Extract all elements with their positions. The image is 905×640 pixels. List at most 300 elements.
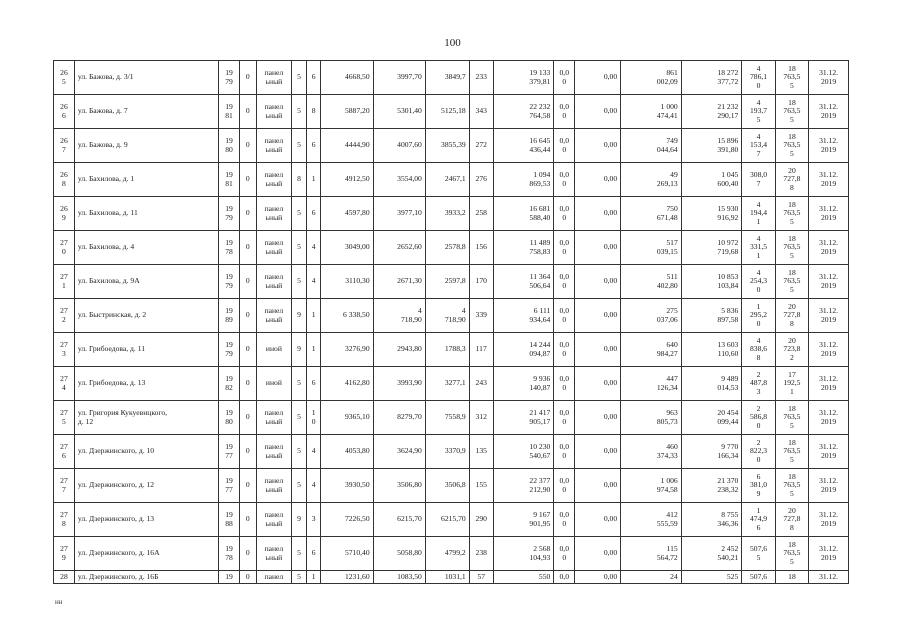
cell-row-number: 27 6 xyxy=(54,435,75,469)
cell-total-area: 4053,80 xyxy=(321,435,373,469)
cell-residential-area: 3624,90 xyxy=(373,435,425,469)
cell-residents: 272 xyxy=(469,129,493,163)
cell-completion-date: 31.12. 2019 xyxy=(809,299,849,333)
cell-construction-year: 19 79 xyxy=(219,333,240,367)
cell-commissioning-year: 0 xyxy=(239,163,256,197)
cell-completion-date: 31.12. 2019 xyxy=(809,231,849,265)
cell-regional-funds: 0,00 xyxy=(575,231,621,265)
cell-completion-date: 31.12. 2019 xyxy=(809,469,849,503)
cell-commissioning-year: 0 xyxy=(239,469,256,503)
cell-owned-area: 2597,8 xyxy=(425,265,469,299)
cell-municipal-funds: 511 402,80 xyxy=(621,265,682,299)
cell-residential-area: 5301,40 xyxy=(373,95,425,129)
table-row xyxy=(54,129,849,163)
cell-max-unit-cost: 18 763,5 5 xyxy=(775,265,808,299)
cell-unit-cost: 1 474,9 6 xyxy=(742,503,775,537)
cell-max-unit-cost: 18 763,5 5 xyxy=(775,469,808,503)
cell-regional-funds: 0,00 xyxy=(575,299,621,333)
table-row xyxy=(54,571,849,584)
cell-residential-area: 3993,90 xyxy=(373,367,425,401)
cell-residential-area: 2652,60 xyxy=(373,231,425,265)
cell-residents: 233 xyxy=(469,61,493,95)
cell-residents: 155 xyxy=(469,469,493,503)
cell-owner-funds: 15 930 916,92 xyxy=(681,197,742,231)
cell-commissioning-year: 0 xyxy=(239,129,256,163)
footer-mark: нн xyxy=(55,598,63,606)
cell-residents: 258 xyxy=(469,197,493,231)
cell-wall-material: панел ьный xyxy=(256,469,292,503)
cell-regional-funds: 0,00 xyxy=(575,333,621,367)
cell-total-area: 3930,50 xyxy=(321,469,373,503)
cell-commissioning-year: 0 xyxy=(239,231,256,265)
cell-entrances: 3 xyxy=(306,503,321,537)
cell-total-cost: 9 167 901,95 xyxy=(493,503,554,537)
cell-row-number: 27 8 xyxy=(54,503,75,537)
cell-entrances: 4 xyxy=(306,265,321,299)
cell-residential-area: 4 718,90 xyxy=(373,299,425,333)
cell-total-cost: 1 094 869,53 xyxy=(493,163,554,197)
cell-commissioning-year: 0 xyxy=(239,571,256,584)
cell-residential-area: 8279,70 xyxy=(373,401,425,435)
cell-owner-funds: 525 xyxy=(681,571,742,584)
cell-federal-funds: 0,0 0 xyxy=(554,299,575,333)
cell-residential-area: 3506,80 xyxy=(373,469,425,503)
cell-total-cost: 550 xyxy=(493,571,554,584)
cell-entrances: 1 xyxy=(306,571,321,584)
cell-max-unit-cost: 18 xyxy=(775,571,808,584)
cell-municipal-funds: 749 044,64 xyxy=(621,129,682,163)
cell-municipal-funds: 115 564,72 xyxy=(621,537,682,571)
cell-construction-year: 19 79 xyxy=(219,265,240,299)
cell-federal-funds: 0,0 0 xyxy=(554,435,575,469)
cell-construction-year: 19 89 xyxy=(219,299,240,333)
cell-construction-year: 19 xyxy=(219,571,240,584)
cell-completion-date: 31.12. 2019 xyxy=(809,367,849,401)
cell-row-number: 26 8 xyxy=(54,163,75,197)
cell-max-unit-cost: 20 723,8 2 xyxy=(775,333,808,367)
cell-total-cost: 11 489 758,83 xyxy=(493,231,554,265)
cell-unit-cost: 2 586,8 0 xyxy=(742,401,775,435)
cell-unit-cost: 2 822,3 0 xyxy=(742,435,775,469)
cell-floors: 5 xyxy=(292,367,307,401)
cell-owner-funds: 18 272 377,72 xyxy=(681,61,742,95)
cell-row-number: 26 6 xyxy=(54,95,75,129)
cell-commissioning-year: 0 xyxy=(239,61,256,95)
cell-total-cost: 6 111 934,64 xyxy=(493,299,554,333)
cell-completion-date: 31.12. 2019 xyxy=(809,61,849,95)
cell-owner-funds: 8 755 346,36 xyxy=(681,503,742,537)
cell-floors: 5 xyxy=(292,469,307,503)
cell-unit-cost: 2 487,8 3 xyxy=(742,367,775,401)
cell-wall-material: панел ьный xyxy=(256,401,292,435)
cell-residents: 290 xyxy=(469,503,493,537)
cell-row-number: 27 3 xyxy=(54,333,75,367)
cell-max-unit-cost: 18 763,5 5 xyxy=(775,129,808,163)
cell-total-cost: 19 133 379,81 xyxy=(493,61,554,95)
cell-floors: 9 xyxy=(292,333,307,367)
cell-floors: 5 xyxy=(292,435,307,469)
cell-federal-funds: 0,0 0 xyxy=(554,503,575,537)
cell-residents: 312 xyxy=(469,401,493,435)
cell-entrances: 6 xyxy=(306,197,321,231)
cell-commissioning-year: 0 xyxy=(239,95,256,129)
cell-wall-material: панел ьный xyxy=(256,197,292,231)
cell-municipal-funds: 750 671,48 xyxy=(621,197,682,231)
cell-municipal-funds: 460 374,33 xyxy=(621,435,682,469)
cell-regional-funds: 0,00 xyxy=(575,469,621,503)
cell-row-number: 27 9 xyxy=(54,537,75,571)
cell-completion-date: 31.12. 2019 xyxy=(809,265,849,299)
cell-wall-material: панел xyxy=(256,571,292,584)
cell-completion-date: 31.12. 2019 xyxy=(809,333,849,367)
cell-row-number: 27 1 xyxy=(54,265,75,299)
cell-max-unit-cost: 20 727,8 8 xyxy=(775,163,808,197)
cell-completion-date: 31.12. 2019 xyxy=(809,163,849,197)
cell-total-area: 5710,40 xyxy=(321,537,373,571)
cell-wall-material: панел ьный xyxy=(256,503,292,537)
cell-federal-funds: 0,0 0 xyxy=(554,469,575,503)
cell-owned-area: 3855,39 xyxy=(425,129,469,163)
cell-address: ул. Дзержинского, д. 13 xyxy=(74,503,218,537)
cell-total-cost: 11 364 506,64 xyxy=(493,265,554,299)
cell-federal-funds: 0,0 0 xyxy=(554,265,575,299)
cell-municipal-funds: 517 039,15 xyxy=(621,231,682,265)
cell-unit-cost: 507,6 xyxy=(742,571,775,584)
cell-address: ул. Бажова, д. 9 xyxy=(74,129,218,163)
cell-owned-area: 7558,9 xyxy=(425,401,469,435)
cell-row-number: 27 0 xyxy=(54,231,75,265)
cell-residential-area: 3997,70 xyxy=(373,61,425,95)
cell-unit-cost: 308,0 7 xyxy=(742,163,775,197)
cell-wall-material: панел ьный xyxy=(256,265,292,299)
cell-floors: 5 xyxy=(292,129,307,163)
cell-completion-date: 31.12. 2019 xyxy=(809,537,849,571)
cell-floors: 5 xyxy=(292,231,307,265)
cell-owned-area: 5125,18 xyxy=(425,95,469,129)
table-row xyxy=(54,503,849,537)
cell-address: ул. Бахилова, д. 1 xyxy=(74,163,218,197)
cell-owner-funds: 1 045 600,40 xyxy=(681,163,742,197)
cell-max-unit-cost: 18 763,5 5 xyxy=(775,197,808,231)
cell-address: ул. Дзержинского, д. 16А xyxy=(74,537,218,571)
page-number: 100 xyxy=(444,37,461,49)
cell-address: ул. Бахилова, д. 9А xyxy=(74,265,218,299)
cell-total-area: 3110,30 xyxy=(321,265,373,299)
cell-owner-funds: 21 370 238,32 xyxy=(681,469,742,503)
cell-entrances: 1 0 xyxy=(306,401,321,435)
cell-owned-area: 3370,9 xyxy=(425,435,469,469)
cell-federal-funds: 0,0 0 xyxy=(554,367,575,401)
cell-residents: 238 xyxy=(469,537,493,571)
cell-owner-funds: 10 972 719,68 xyxy=(681,231,742,265)
cell-municipal-funds: 861 002,09 xyxy=(621,61,682,95)
cell-municipal-funds: 24 xyxy=(621,571,682,584)
cell-entrances: 4 xyxy=(306,435,321,469)
cell-owned-area: 3933,2 xyxy=(425,197,469,231)
cell-total-area: 3276,90 xyxy=(321,333,373,367)
cell-max-unit-cost: 20 727,8 8 xyxy=(775,299,808,333)
cell-entrances: 1 xyxy=(306,333,321,367)
cell-total-cost: 2 568 104,93 xyxy=(493,537,554,571)
cell-municipal-funds: 1 006 974,58 xyxy=(621,469,682,503)
cell-owned-area: 4 718,90 xyxy=(425,299,469,333)
cell-wall-material: панел ьный xyxy=(256,129,292,163)
cell-residents: 339 xyxy=(469,299,493,333)
cell-completion-date: 31.12. xyxy=(809,571,849,584)
cell-federal-funds: 0,0 0 xyxy=(554,163,575,197)
cell-regional-funds: 0,00 xyxy=(575,61,621,95)
cell-unit-cost: 6 381,0 9 xyxy=(742,469,775,503)
cell-total-area: 6 338,50 xyxy=(321,299,373,333)
cell-commissioning-year: 0 xyxy=(239,537,256,571)
cell-construction-year: 19 82 xyxy=(219,367,240,401)
cell-residential-area: 6215,70 xyxy=(373,503,425,537)
table-row xyxy=(54,231,849,265)
cell-wall-material: панел ьный xyxy=(256,95,292,129)
cell-municipal-funds: 275 037,06 xyxy=(621,299,682,333)
cell-address: ул. Григория Кукуевицкого, д. 12 xyxy=(74,401,218,435)
cell-owner-funds: 5 836 897,58 xyxy=(681,299,742,333)
cell-owned-area: 2578,8 xyxy=(425,231,469,265)
cell-owner-funds: 13 603 110,60 xyxy=(681,333,742,367)
cell-address: ул. Бажова, д. 3/1 xyxy=(74,61,218,95)
cell-total-cost: 16 681 588,40 xyxy=(493,197,554,231)
cell-row-number: 27 2 xyxy=(54,299,75,333)
cell-regional-funds: 0,00 xyxy=(575,571,621,584)
cell-construction-year: 19 77 xyxy=(219,469,240,503)
cell-address: ул. Дзержинского, д. 12 xyxy=(74,469,218,503)
cell-total-area: 3049,00 xyxy=(321,231,373,265)
cell-entrances: 4 xyxy=(306,469,321,503)
cell-wall-material: панел ьный xyxy=(256,435,292,469)
cell-wall-material: иной xyxy=(256,367,292,401)
cell-unit-cost: 507,6 5 xyxy=(742,537,775,571)
cell-address: ул. Бахилова, д. 4 xyxy=(74,231,218,265)
cell-entrances: 8 xyxy=(306,95,321,129)
cell-commissioning-year: 0 xyxy=(239,401,256,435)
cell-entrances: 6 xyxy=(306,61,321,95)
table-row xyxy=(54,61,849,95)
cell-floors: 5 xyxy=(292,95,307,129)
table-row xyxy=(54,265,849,299)
cell-address: ул. Грибоедова, д. 13 xyxy=(74,367,218,401)
cell-floors: 5 xyxy=(292,61,307,95)
cell-row-number: 27 4 xyxy=(54,367,75,401)
cell-owner-funds: 9 770 166,34 xyxy=(681,435,742,469)
cell-wall-material: панел ьный xyxy=(256,231,292,265)
cell-owner-funds: 15 896 391,80 xyxy=(681,129,742,163)
table-row xyxy=(54,299,849,333)
cell-entrances: 6 xyxy=(306,367,321,401)
cell-regional-funds: 0,00 xyxy=(575,95,621,129)
cell-regional-funds: 0,00 xyxy=(575,129,621,163)
table-row xyxy=(54,435,849,469)
cell-regional-funds: 0,00 xyxy=(575,197,621,231)
table-row xyxy=(54,367,849,401)
cell-residents: 117 xyxy=(469,333,493,367)
cell-total-area: 4162,80 xyxy=(321,367,373,401)
cell-completion-date: 31.12. 2019 xyxy=(809,129,849,163)
cell-owned-area: 6215,70 xyxy=(425,503,469,537)
table-row xyxy=(54,333,849,367)
cell-wall-material: панел ьный xyxy=(256,163,292,197)
cell-completion-date: 31.12. 2019 xyxy=(809,401,849,435)
cell-row-number: 27 5 xyxy=(54,401,75,435)
cell-residents: 276 xyxy=(469,163,493,197)
cell-municipal-funds: 412 555,59 xyxy=(621,503,682,537)
cell-municipal-funds: 640 984,27 xyxy=(621,333,682,367)
cell-max-unit-cost: 18 763,5 5 xyxy=(775,231,808,265)
cell-owned-area: 2467,1 xyxy=(425,163,469,197)
cell-owned-area: 1788,3 xyxy=(425,333,469,367)
cell-owned-area: 1031,1 xyxy=(425,571,469,584)
cell-total-cost: 10 230 540,67 xyxy=(493,435,554,469)
cell-commissioning-year: 0 xyxy=(239,197,256,231)
cell-unit-cost: 4 153,4 7 xyxy=(742,129,775,163)
housing-register-table xyxy=(53,60,849,584)
cell-entrances: 4 xyxy=(306,231,321,265)
cell-commissioning-year: 0 xyxy=(239,333,256,367)
cell-federal-funds: 0,0 0 xyxy=(554,95,575,129)
cell-row-number: 26 7 xyxy=(54,129,75,163)
cell-residents: 57 xyxy=(469,571,493,584)
table-row xyxy=(54,537,849,571)
cell-total-area: 4912,50 xyxy=(321,163,373,197)
table-row xyxy=(54,401,849,435)
cell-commissioning-year: 0 xyxy=(239,503,256,537)
cell-max-unit-cost: 18 763,5 5 xyxy=(775,95,808,129)
cell-max-unit-cost: 18 763,5 5 xyxy=(775,401,808,435)
cell-owned-area: 4799,2 xyxy=(425,537,469,571)
cell-residential-area: 5058,80 xyxy=(373,537,425,571)
cell-completion-date: 31.12. 2019 xyxy=(809,197,849,231)
cell-row-number: 28 xyxy=(54,571,75,584)
cell-construction-year: 19 81 xyxy=(219,95,240,129)
cell-entrances: 6 xyxy=(306,537,321,571)
cell-unit-cost: 4 254,3 0 xyxy=(742,265,775,299)
cell-address: ул. Бахилова, д. 11 xyxy=(74,197,218,231)
cell-total-cost: 14 244 094,87 xyxy=(493,333,554,367)
cell-regional-funds: 0,00 xyxy=(575,367,621,401)
cell-unit-cost: 4 193,7 5 xyxy=(742,95,775,129)
cell-total-area: 9365,10 xyxy=(321,401,373,435)
cell-total-cost: 22 232 764,58 xyxy=(493,95,554,129)
cell-total-area: 4444,90 xyxy=(321,129,373,163)
cell-federal-funds: 0,0 0 xyxy=(554,333,575,367)
cell-construction-year: 19 78 xyxy=(219,537,240,571)
table-body xyxy=(54,61,849,584)
cell-unit-cost: 4 786,1 0 xyxy=(742,61,775,95)
cell-owned-area: 3506,8 xyxy=(425,469,469,503)
cell-floors: 8 xyxy=(292,163,307,197)
cell-federal-funds: 0,0 0 xyxy=(554,197,575,231)
cell-regional-funds: 0,00 xyxy=(575,435,621,469)
cell-residents: 343 xyxy=(469,95,493,129)
cell-construction-year: 19 79 xyxy=(219,61,240,95)
cell-residents: 156 xyxy=(469,231,493,265)
cell-floors: 5 xyxy=(292,537,307,571)
cell-municipal-funds: 49 269,13 xyxy=(621,163,682,197)
cell-total-area: 4668,50 xyxy=(321,61,373,95)
cell-owner-funds: 21 232 290,17 xyxy=(681,95,742,129)
cell-regional-funds: 0,00 xyxy=(575,163,621,197)
cell-max-unit-cost: 18 763,5 5 xyxy=(775,61,808,95)
cell-wall-material: панел ьный xyxy=(256,61,292,95)
cell-residents: 170 xyxy=(469,265,493,299)
cell-residents: 243 xyxy=(469,367,493,401)
cell-regional-funds: 0,00 xyxy=(575,503,621,537)
cell-municipal-funds: 1 000 474,41 xyxy=(621,95,682,129)
cell-total-cost: 9 936 140,87 xyxy=(493,367,554,401)
cell-wall-material: иной xyxy=(256,333,292,367)
cell-floors: 9 xyxy=(292,299,307,333)
cell-residential-area: 2943,80 xyxy=(373,333,425,367)
cell-wall-material: панел ьный xyxy=(256,537,292,571)
cell-residents: 135 xyxy=(469,435,493,469)
cell-construction-year: 19 77 xyxy=(219,435,240,469)
cell-floors: 9 xyxy=(292,503,307,537)
cell-owned-area: 3849,7 xyxy=(425,61,469,95)
cell-floors: 5 xyxy=(292,571,307,584)
cell-unit-cost: 4 194,4 1 xyxy=(742,197,775,231)
cell-unit-cost: 4 331,5 1 xyxy=(742,231,775,265)
cell-construction-year: 19 79 xyxy=(219,197,240,231)
cell-total-cost: 22 377 212,90 xyxy=(493,469,554,503)
cell-residential-area: 2671,30 xyxy=(373,265,425,299)
cell-wall-material: панел ьный xyxy=(256,299,292,333)
cell-municipal-funds: 963 805,73 xyxy=(621,401,682,435)
cell-unit-cost: 1 295,2 0 xyxy=(742,299,775,333)
cell-floors: 5 xyxy=(292,197,307,231)
cell-construction-year: 19 80 xyxy=(219,401,240,435)
cell-regional-funds: 0,00 xyxy=(575,537,621,571)
cell-address: ул. Грибоедова, д. 11 xyxy=(74,333,218,367)
cell-completion-date: 31.12. 2019 xyxy=(809,95,849,129)
table-row xyxy=(54,469,849,503)
cell-entrances: 1 xyxy=(306,299,321,333)
cell-address: ул. Дзержинского, д. 16Б xyxy=(74,571,218,584)
cell-completion-date: 31.12. 2019 xyxy=(809,435,849,469)
cell-owner-funds: 9 489 014,53 xyxy=(681,367,742,401)
cell-max-unit-cost: 18 763,5 5 xyxy=(775,537,808,571)
cell-commissioning-year: 0 xyxy=(239,367,256,401)
cell-total-area: 4597,80 xyxy=(321,197,373,231)
cell-row-number: 26 5 xyxy=(54,61,75,95)
cell-municipal-funds: 447 126,34 xyxy=(621,367,682,401)
cell-construction-year: 19 80 xyxy=(219,129,240,163)
cell-commissioning-year: 0 xyxy=(239,265,256,299)
cell-row-number: 26 9 xyxy=(54,197,75,231)
cell-owned-area: 3277,1 xyxy=(425,367,469,401)
cell-total-area: 7226,50 xyxy=(321,503,373,537)
cell-total-cost: 21 417 905,17 xyxy=(493,401,554,435)
cell-max-unit-cost: 17 192,5 1 xyxy=(775,367,808,401)
cell-federal-funds: 0,0 0 xyxy=(554,537,575,571)
table-row xyxy=(54,95,849,129)
cell-floors: 5 xyxy=(292,265,307,299)
cell-address: ул. Быстринская, д. 2 xyxy=(74,299,218,333)
cell-completion-date: 31.12. 2019 xyxy=(809,503,849,537)
cell-unit-cost: 4 838,6 8 xyxy=(742,333,775,367)
table-row xyxy=(54,197,849,231)
table-row xyxy=(54,163,849,197)
cell-commissioning-year: 0 xyxy=(239,299,256,333)
cell-owner-funds: 2 452 540,21 xyxy=(681,537,742,571)
cell-max-unit-cost: 20 727,8 8 xyxy=(775,503,808,537)
cell-total-area: 1231,60 xyxy=(321,571,373,584)
cell-residential-area: 1083,50 xyxy=(373,571,425,584)
cell-total-area: 5887,20 xyxy=(321,95,373,129)
